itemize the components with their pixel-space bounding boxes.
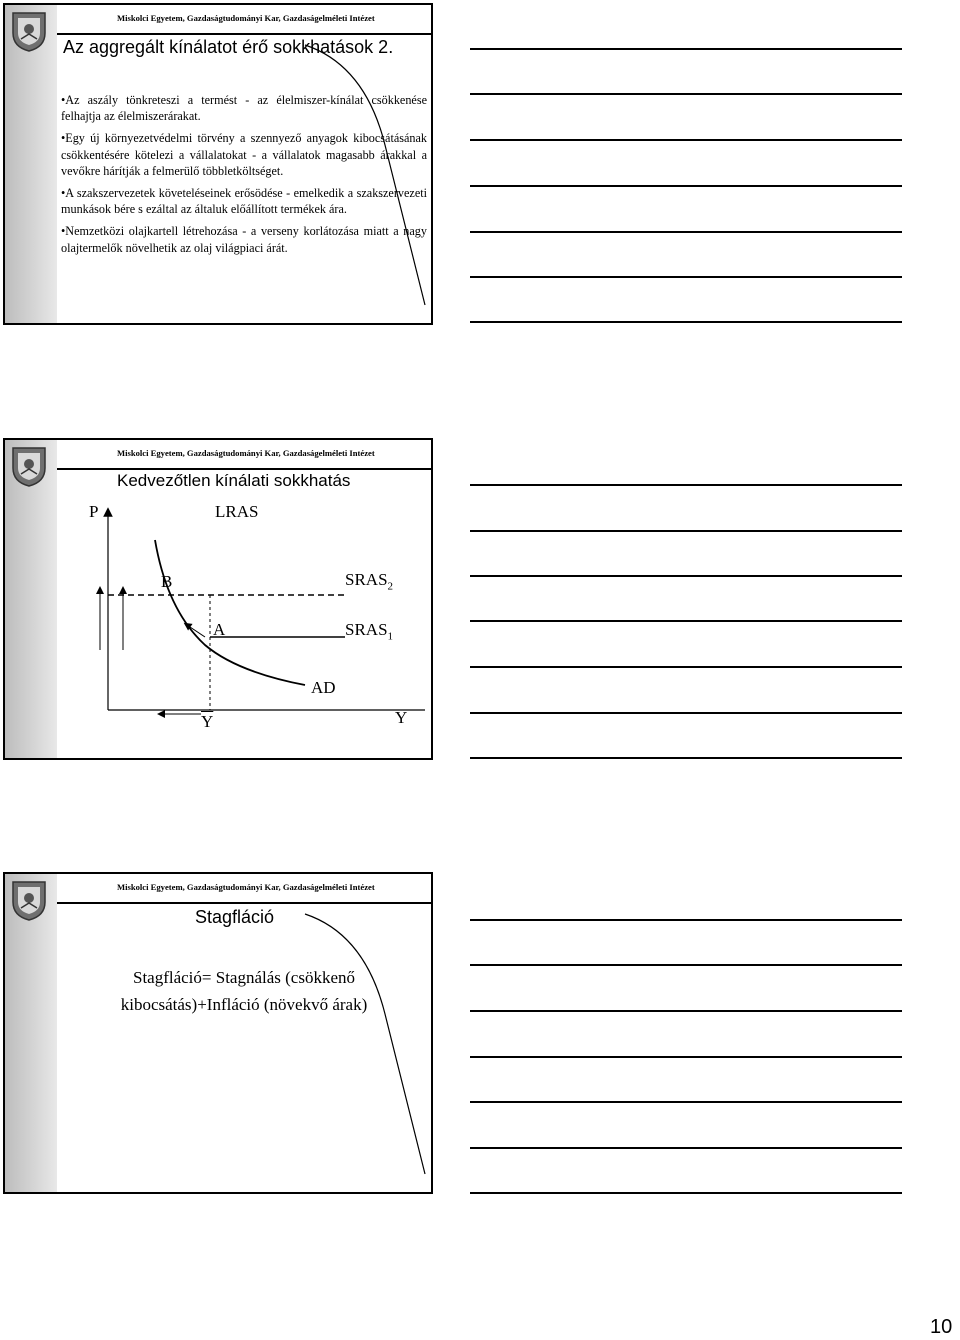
ad-curve xyxy=(155,540,305,685)
slide-flourish-decoration xyxy=(5,5,431,323)
slide-aggregate-supply-shocks xyxy=(3,3,433,325)
sras1-label: $SRAS_1$ xyxy=(345,620,394,643)
university-header-text: Miskolci Egyetem, Gazdaságtudományi Kar, Gazdaságelméleti Intézet xyxy=(117,882,375,892)
university-header-text: Miskolci Egyetem, Gazdaságtudományi Kar, Gazdaságelméleti Intézet xyxy=(117,448,375,458)
definition-line: Stagfláció= Stagnálás (csökkenő xyxy=(132,968,356,987)
potential-output-label: $\overline{Y}$ xyxy=(201,712,214,731)
point-a-label: A xyxy=(213,620,226,639)
slide-stagflation xyxy=(3,872,433,1194)
definition-line: kibocsátás)+Infláció (növekvő árak) xyxy=(120,995,368,1014)
bullet-item: •Az aszály tönkreteszi a termést - az élelmiszer-kínálat csökkenése felhajtja az élelmiszerárakat. xyxy=(61,93,427,124)
slide-title: Kedvezőtlen kínálati sokkhatás xyxy=(117,471,351,490)
supply-shock-diagram xyxy=(5,440,431,758)
bullet-item: •Nemzetközi olajkartell létrehozása - a verseny korlátozása miatt a nagy olajtermelők növelhetik az olaj világpiaci árát. xyxy=(61,224,427,255)
slide-title: Az aggregált kínálatot érő sokkhatások 2. xyxy=(63,37,394,57)
output-axis-label: Y xyxy=(395,708,408,727)
sras2-label: $SRAS_2$ xyxy=(345,570,394,593)
ad-label: AD xyxy=(311,678,336,697)
lras-label: LRAS xyxy=(215,502,259,521)
slide-adverse-supply-shock xyxy=(3,438,433,760)
university-header-text: Miskolci Egyetem, Gazdaságtudományi Kar, Gazdaságelméleti Intézet xyxy=(117,13,375,23)
page-number: 10 xyxy=(930,1316,953,1338)
bullet-item: •Egy új környezetvédelmi törvény a szennyező anyagok kibocsátásának csökkentésére kötelezi a vállalatokat - a vállalatok magasabb árakkal a vevőkre hárítják a felmerülő többletköltséget. xyxy=(61,131,427,178)
slide-flourish-decoration xyxy=(5,874,431,1192)
price-axis-label: P xyxy=(89,502,99,521)
bullet-item: •A szakszervezetek követeléseinek erősödése - emelkedik a szakszervezeti munkások bére s ezáltal az általuk előállított termékek ára. xyxy=(61,186,427,217)
point-b-label: B xyxy=(161,572,173,591)
slide-title: Stagfláció xyxy=(195,907,275,927)
